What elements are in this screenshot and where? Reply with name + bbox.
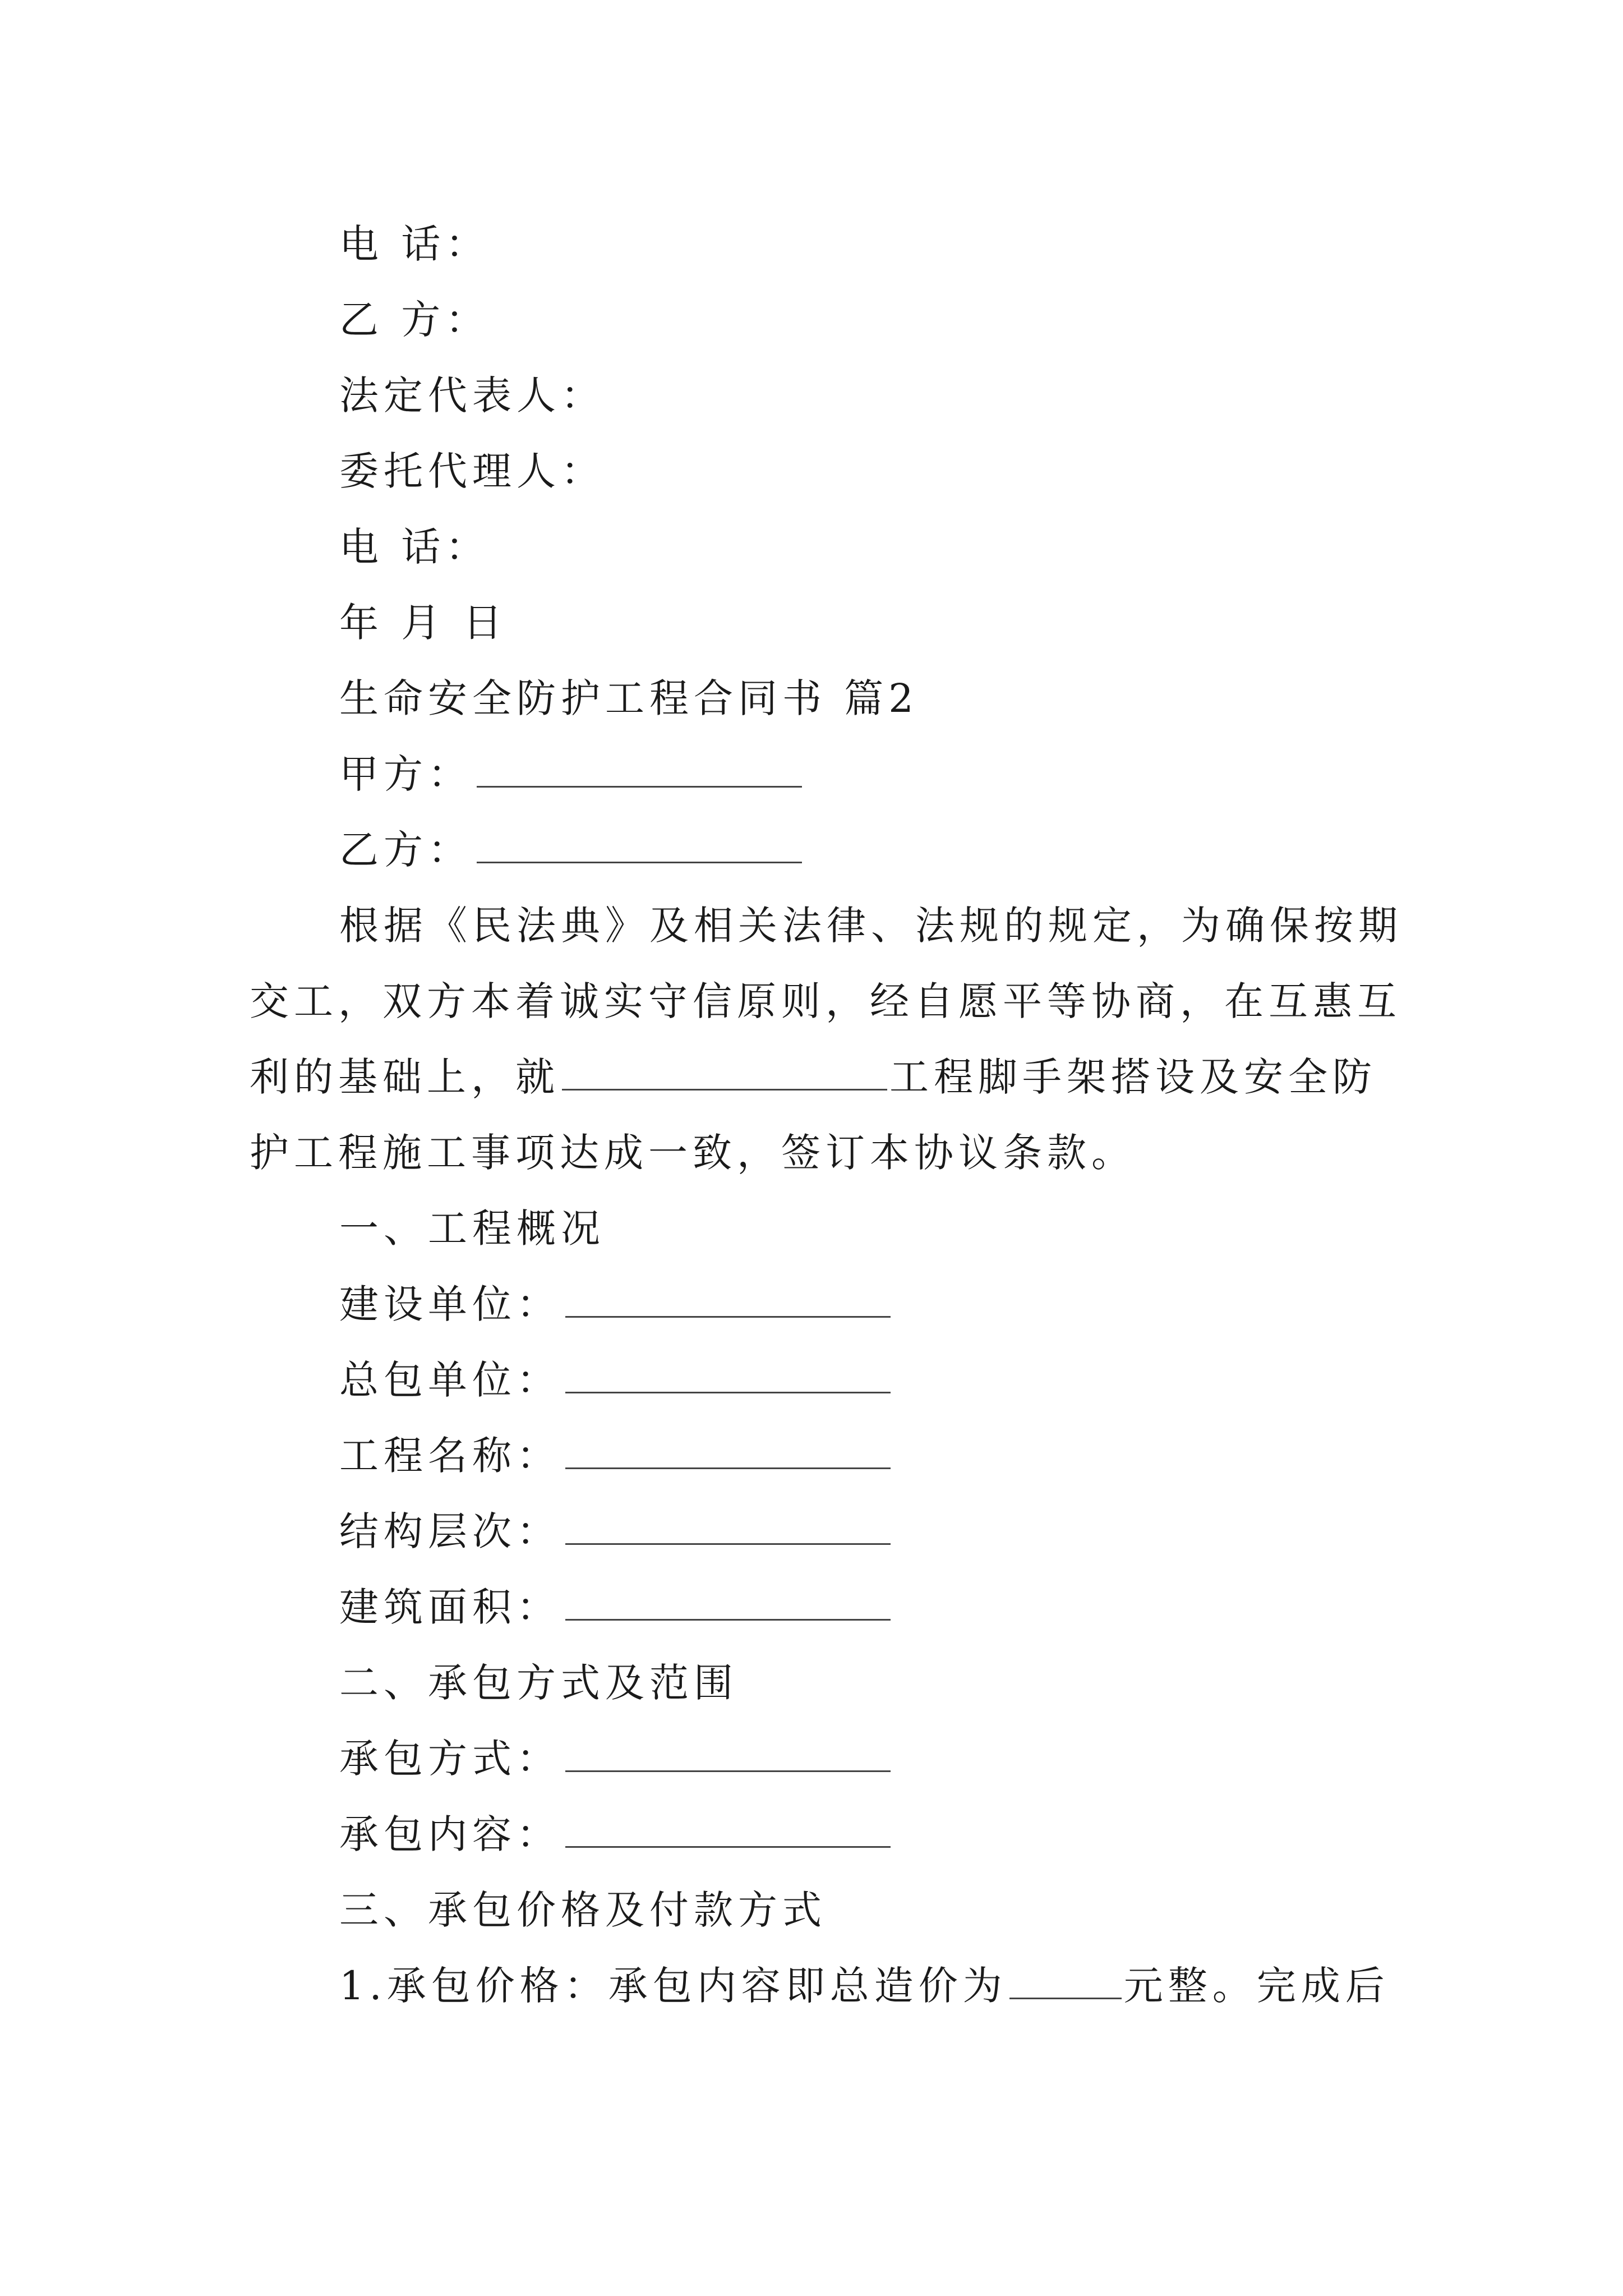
field-label: 建设单位： — [339, 1281, 561, 1327]
party-b-label: 乙方： — [339, 827, 472, 873]
price-line-after: 元整。完成后 — [1123, 1963, 1390, 2009]
field-building-area — [339, 1585, 891, 1630]
price-line-before: 1.承包价格：承包内容即总造价为 — [339, 1963, 1007, 2009]
intro-line-4: 护工程施工事项达成一致，签订本协议条款。 — [250, 1130, 1136, 1176]
intro-line-3-before: 利的基础上，就 — [250, 1054, 560, 1100]
phone-label-2: 电 话： — [339, 524, 490, 570]
phone-label-1: 电 话： — [339, 221, 490, 267]
field-general-contractor — [339, 1358, 891, 1402]
field-blank — [565, 1360, 891, 1393]
field-blank — [565, 1285, 891, 1318]
field-blank — [565, 1436, 891, 1469]
heading-contract-scope: 二、承包方式及范围 — [339, 1660, 738, 1706]
legal-representative-label: 法定代表人： — [339, 372, 605, 418]
party-a-line — [339, 752, 802, 797]
intro-line-2: 交工，双方本着诚实守信原则，经自愿平等协商，在互惠互 — [250, 978, 1401, 1024]
project-name-blank — [562, 1057, 887, 1091]
field-blank — [565, 1512, 891, 1545]
intro-line-3 — [250, 1055, 1377, 1099]
intro-line-1: 根据《民法典》及相关法律、法规的规定，为确保按期 — [339, 903, 1403, 949]
heading-project-overview: 一、工程概况 — [339, 1205, 605, 1251]
field-blank — [565, 1588, 891, 1621]
field-label: 工程名称： — [339, 1433, 561, 1479]
field-label: 承包内容： — [339, 1811, 561, 1857]
authorized-agent-label: 委托代理人： — [339, 448, 605, 494]
field-label: 承包方式： — [339, 1736, 561, 1782]
field-project-name — [339, 1433, 891, 1478]
party-b-blank — [477, 830, 802, 863]
intro-line-3-after: 工程脚手架搭设及安全防 — [889, 1054, 1377, 1100]
field-contract-content — [339, 1812, 891, 1857]
field-construction-unit — [339, 1282, 891, 1327]
party-a-label: 甲方： — [339, 751, 472, 797]
field-blank — [565, 1815, 891, 1848]
heading-price-payment: 三、承包价格及付款方式 — [339, 1887, 827, 1933]
field-contract-method — [339, 1736, 891, 1781]
price-blank — [1009, 1966, 1122, 1999]
party-b-line — [339, 827, 802, 872]
date-line: 年 月 日 — [339, 600, 508, 646]
section-title: 生命安全防护工程合同书 篇2 — [339, 675, 919, 721]
field-label: 建筑面积： — [339, 1584, 561, 1630]
field-structure-levels — [339, 1509, 891, 1554]
field-label: 总包单位： — [339, 1357, 561, 1403]
party-a-blank — [477, 754, 802, 788]
field-label: 结构层次： — [339, 1508, 561, 1554]
field-blank — [565, 1739, 891, 1772]
price-line — [339, 1963, 1390, 2008]
party-b-label-top: 乙 方： — [339, 297, 490, 343]
